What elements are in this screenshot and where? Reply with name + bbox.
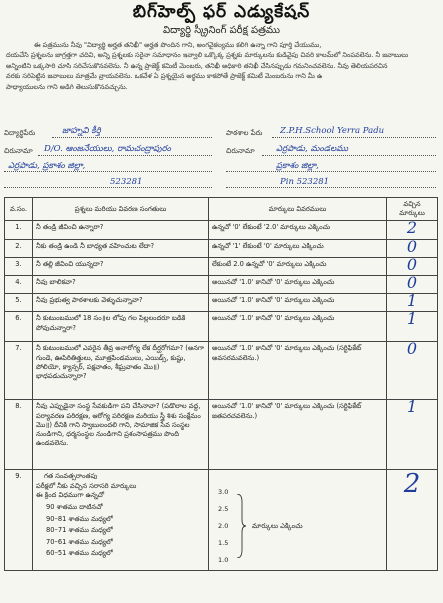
row-mark	[387, 397, 438, 470]
table-row	[5, 294, 438, 312]
row-marks-detail: అయినచో '1.0' కానిచో '0' మార్కులు ఎక్కించు	[209, 312, 387, 342]
school-address-line-2: ప్రకాశం జిల్లా,	[276, 161, 319, 171]
grade-list	[36, 502, 205, 560]
row-question: నీ కుటుంబములో 18 సం॥ల లోపు గల పిల్లలందరూ బడికి పోవుచున్నారా?	[33, 312, 209, 342]
brace-icon	[236, 494, 246, 558]
school-address-line-1: ఎర్రపాడు, మండలము	[276, 144, 349, 154]
row-marks-detail: అయినచో '1.0' కానిచో '0' మార్కులు ఎక్కించు (సర్టిఫికేట్ అవసరమవలెను.)	[209, 342, 387, 400]
row-mark	[387, 309, 438, 342]
row-sno: 1.	[5, 221, 33, 239]
row-marks-detail	[209, 470, 387, 571]
form-subtitle: విద్యార్థి స్క్రీనింగ్ పరీక్ష పత్రము	[163, 25, 280, 36]
scale-value: 2.5	[218, 505, 229, 514]
school-name-label: పాఠశాల పేరు	[226, 129, 263, 137]
table-header-row	[5, 198, 438, 221]
handwritten-mark: 2	[406, 218, 418, 238]
row-question: నీవు ఎప్పుడైనా సంస్థ సేవకుడిగా పని చేసినావా? (పడొలాల వద్ద, పర్యావరణ పరిరక్షణ, ఆరోగ్య పరిరక్షణ మరియు స్త్రీ శిశు సంక్షేమం మొ॥) దీనికి గాని స్వాబులందలి గాని, సామాజిక సేవ సంస్థల నుండిగాని, ధర్మసంస్థల నుండిగాని ప్రశంసాపత్రము పొంది ఉండవలెను.	[33, 400, 209, 470]
row-mark	[387, 339, 438, 400]
student-name-value: జాహ్నవి కీర్తి	[62, 126, 101, 136]
grade-item: 70–61 శాతము మధ్యలో	[46, 537, 113, 546]
school-address-underline	[226, 187, 436, 188]
row-marks-detail: అయినచో '1.0' కానిచో '0' మార్కులు ఎక్కించు (సర్టిఫికేట్ జతపరచవలెను.)	[209, 400, 387, 470]
header-sno: వ.సం.	[5, 198, 33, 221]
address-label: చిరునామా	[4, 147, 33, 155]
row-question	[33, 470, 209, 571]
table-row	[5, 239, 438, 257]
scale-value: 1.5	[218, 539, 229, 548]
table-row	[5, 400, 438, 470]
scale-value: 3.0	[218, 488, 229, 497]
table-row	[5, 470, 438, 571]
question-head: గత సంవత్సరాంతపు	[44, 472, 98, 481]
table-row	[5, 342, 438, 400]
row-question: నీ తండ్రి జీవించి ఉన్నారా?	[33, 221, 209, 239]
handwritten-mark: 1	[406, 397, 418, 417]
header-question: ప్రశ్నలు మరియు వివరణ సంగతులు	[33, 198, 209, 221]
instructions-line: దయచేసి ప్రశ్నలను జాగ్రత్తగా చదివి, అన్ని ప్రశ్నలకు సరైనా సమాధానం ఇవ్వాలి ఒక్కొక్క ప్రశ్నకు మార్కులను కుడివైపు చివరి కాలమ్‌లో నింపవలెను. నీ జవాబులు	[6, 51, 409, 60]
row-marks-detail: అయినచో '1.0' కానిచో '0' మార్కులు ఎక్కించు	[209, 276, 387, 294]
instructions-line: వరకు సరిపెట్టిన జవాబులు మాత్రమే వ్రాయవలెను. ఒకవేళ ఏ ప్రశ్నయైన అర్థము కాకపోతే ప్రాజెక్ట్ కమిటీ మెంబరును గాని మీ ఉ	[6, 72, 323, 81]
address-underline	[4, 187, 212, 188]
row-sno: 9.	[5, 470, 33, 571]
row-sno: 2.	[5, 239, 33, 257]
question-line: పరీక్షలో నీకు వచ్చిన సరాసరి మార్కులు	[36, 481, 137, 490]
instructions-paragraph	[6, 40, 436, 92]
row-sno: 7.	[5, 342, 33, 400]
row-marks-detail: ఉన్నచో '1' లేకుంటే '0' మార్కులు ఎక్కించు	[209, 239, 387, 257]
row-sno: 4.	[5, 276, 33, 294]
handwritten-mark: 0	[406, 273, 418, 293]
table-row	[5, 257, 438, 275]
grade-item: 90 శాతము దాటినచో	[46, 503, 103, 512]
row-sno: 5.	[5, 294, 33, 312]
scale-label: మార్కులు ఎక్కించు	[252, 522, 303, 531]
instructions-line: ఈ పత్రమును నీవు "విద్యార్థి అర్హత తనిఖీ" అర్హత పొందిన గాని, అంగవైకల్యము కలిగి ఉన్నా గాని పూర్తి చేయుము,	[34, 41, 322, 49]
handwritten-mark: 2	[403, 469, 421, 500]
questions-table	[4, 197, 438, 571]
handwritten-mark: 0	[406, 254, 418, 274]
question-line: ఈ క్రింద విధముగా ఉన్నచో	[36, 490, 105, 499]
marks-scale	[212, 488, 383, 568]
instructions-line: పాధ్యాయులను గాని అడిగి తెలుసుకొనవచ్చును.	[6, 82, 128, 91]
row-sno: 3.	[5, 257, 33, 275]
school-name-value: Z.P.H.School Yerra Padu	[280, 126, 385, 136]
row-mark	[387, 470, 438, 571]
row-marks-detail: లేకుంటే 2.0 ఉన్నచో '0' మార్కులు ఎక్కించు	[209, 257, 387, 275]
school-name-underline	[272, 137, 436, 138]
form-title: బిగ్‌హెల్ప్ ఫర్ ఎడ్యుకేషన్	[132, 2, 311, 22]
row-question: నీవు బాలికవా?	[33, 276, 209, 294]
handwritten-mark: 0	[406, 339, 418, 359]
school-address-line-3: Pin 523281	[280, 177, 330, 187]
row-sno: 6.	[5, 312, 33, 342]
address-line-3: 523281	[110, 177, 143, 187]
row-marks-detail: ఉన్నచో '0' లేకుంటే '2.0' మార్కులు ఎక్కించు	[209, 221, 387, 239]
school-address-label: చిరునామా	[226, 147, 255, 155]
school-address-underline	[226, 171, 436, 172]
row-sno: 8.	[5, 400, 33, 470]
scale-value: 2.0	[218, 522, 229, 531]
handwritten-mark: 1	[406, 309, 418, 329]
scale-value: 1.0	[218, 556, 229, 565]
row-question: నీ కుటుంబములో ఎవరైన తీవ్ర అనారోగ్య లేక దీర్ఘరోగమా? (అనగా గుండె, ఊపిరితిత్తులు, మూత్రపిండములు, ఎయిడ్స్, కుష్టు, పోలియో, క్యాన్సర్, పక్షవాతం, శీఘ్రవాతం మొ॥) భాధపడుచున్నారా?	[33, 342, 209, 400]
instructions-line: అన్నింటిని ఒక్కసారి చూసి సరిచేసుకొనవలెను. నీ ఉన్న ప్రాజెక్ట్ కమిటీ మెంబరు, తనిఖీ అధికారి తనిఖీ చేసినప్పుడు గమనించవలెను. నీవు తెలియపరచిన	[6, 61, 388, 70]
row-question: నీవు ప్రభుత్వ పాఠశాలకు వెళ్ళుచున్నావా?	[33, 294, 209, 312]
table-row	[5, 221, 438, 239]
grade-item: 90–81 శాతము మధ్యలో	[46, 514, 113, 523]
grade-item: 60–51 శాతము మధ్యలో	[46, 549, 113, 558]
header-marks-detail: మార్కులు వివరములు	[209, 198, 387, 221]
address-line-1: D/O. ఆంజనేయులు, రామచంద్రాపురం	[44, 144, 171, 154]
table-row	[5, 312, 438, 342]
grade-item: 80–71 శాతము మధ్యలో	[46, 526, 113, 535]
student-name-label: విద్యార్థిపేరు	[4, 129, 36, 137]
handwritten-mark: 0	[406, 236, 418, 256]
row-question: నీకు తండ్రి ఉండి నీ బాధ్యత వహించుట లేదా?	[33, 239, 209, 257]
handwritten-mark: 1	[406, 291, 418, 311]
table-row	[5, 276, 438, 294]
address-line-2: ఎర్రపాడు, ప్రకాశం జిల్లా,	[8, 161, 86, 171]
row-question: నీ తల్లి జీవించి యున్నదా?	[33, 257, 209, 275]
header-marks-given: వచ్చిన మార్కులు	[387, 198, 438, 221]
row-marks-detail: అయినచో '1.0' కానిచో '0' మార్కులు ఎక్కించు	[209, 294, 387, 312]
